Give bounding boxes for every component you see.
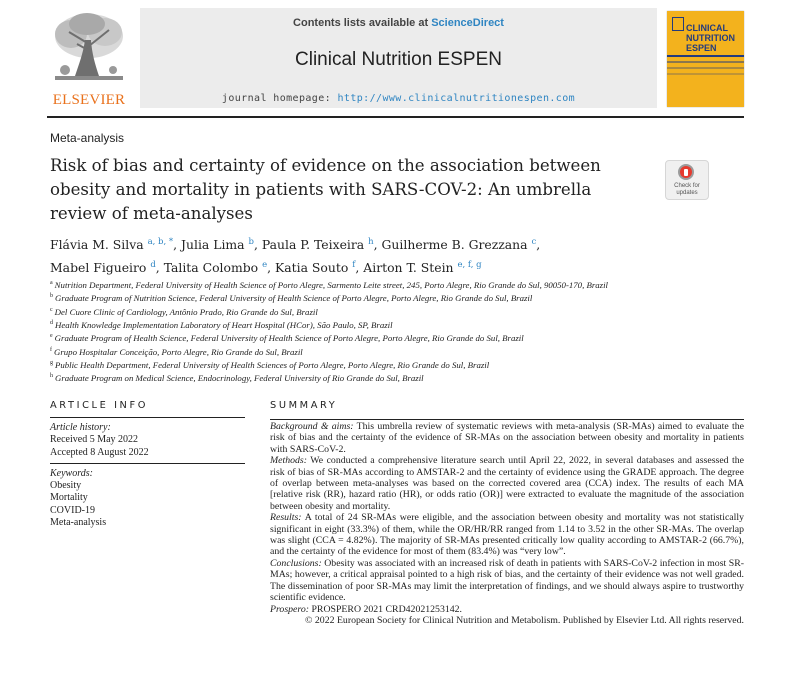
contents-line (140, 17, 657, 29)
author[interactable] (181, 237, 254, 252)
affiliation-key: g (50, 359, 53, 366)
summary-section-text: This umbrella review of systematic reviews with meta-analysis (SR-MAs) aimed to evaluate the risk of bias and the certainty of the evidence of SR-MAs on the association between obesity and mortality in patients with SARS-CoV-2. (270, 421, 744, 455)
affiliation-item (50, 371, 740, 384)
crossmark-label-line: Check for (674, 183, 700, 189)
author[interactable] (275, 260, 355, 275)
author-name: Airton T. Stein (363, 260, 454, 276)
article-type-label: Meta-analysis (50, 131, 125, 145)
summary-divider (270, 419, 744, 420)
author[interactable] (382, 237, 537, 252)
article-title: Risk of bias and certainty of evidence on the association between obesity and mortality in patients with SARS-COV-2: An umbrella review of meta-analyses (50, 156, 601, 223)
accepted-date: Accepted 8 August 2022 (50, 446, 149, 458)
summary-paragraph-results (270, 512, 744, 558)
elsevier-wordmark: ELSEVIER (52, 92, 126, 108)
author-name: Talita Colombo (163, 260, 259, 276)
crossmark-label (666, 183, 708, 196)
keyword[interactable]: Mortality (50, 492, 88, 504)
affiliation-key: a (50, 280, 53, 286)
affiliation-key: e (50, 333, 53, 340)
author-name: Paula P. Teixeira (261, 237, 365, 253)
author-affiliation-marker[interactable]: f (352, 260, 356, 271)
cover-divider (667, 61, 744, 63)
cover-title-line: ESPEN (686, 43, 717, 53)
summary-section-label: Methods: (270, 455, 308, 467)
summary-section-label: Prospero: (270, 603, 310, 615)
check-for-updates-button[interactable] (665, 160, 709, 200)
affiliation-text: Public Health Department, Federal University of Health Sciences of Porto Alegre, Porto Alegre, Rio Grande do Sul, Brazil (55, 359, 490, 370)
author[interactable] (262, 237, 374, 252)
affiliation-key: f (50, 346, 52, 353)
affiliation-text: Graduate Program of Health Science, Federal University of Health Science of Porto Alegre, Porto Alegre, Rio Grande do Sul, Brazil (54, 333, 524, 344)
affiliation-item (50, 331, 740, 344)
summary-section-label: Background & aims: (270, 421, 354, 432)
affiliation-text: Grupo Hospitalar Conceição, Porto Alegre, Rio Grande do Sul, Brazil (54, 346, 303, 357)
cover-title-line: CLINICAL (686, 23, 728, 33)
journal-cover-thumbnail[interactable] (667, 11, 744, 107)
cover-title-line: NUTRITION (686, 33, 735, 43)
affiliation-item (50, 318, 740, 331)
summary-section-text: A total of 24 SR-MAs were eligible, and the association between obesity and mortality was not statistically significant in eight (33.3%) of them, while the OR/HR/RR ranged from 1.14 to 3.52 in the other SR-MAs. The overlap was slight (CCA = 4.82%). The majority of SR-MAs presented critically low quality according to AMSTAR-2 (66.7%), and the certainty of the evidence for most of them (83.4%) was “very low”. (270, 512, 744, 558)
author[interactable] (164, 260, 267, 275)
affiliation-item (50, 305, 740, 318)
summary-section-label: Results: (270, 512, 302, 524)
keywords-label: Keywords: (50, 467, 93, 479)
author-name: Guilherme B. Grezzana (381, 237, 528, 253)
sciencedirect-link[interactable]: ScienceDirect (431, 17, 504, 29)
cover-divider (667, 55, 744, 57)
author-affiliation-marker[interactable]: c (531, 237, 537, 247)
author-affiliation-marker[interactable]: e, f, g (457, 260, 482, 271)
author-name: Flávia M. Silva (50, 237, 144, 253)
affiliation-text: Graduate Program of Nutrition Science, Federal University of Health Science of Porto Alegre, Porto Alegre, Rio Grande do Sul, Brazil (55, 293, 533, 304)
author[interactable] (50, 260, 156, 275)
affiliation-text: Del Cuore Clinic of Cardiology, Antônio Prado, Rio Grande do Sul, Brazil (54, 306, 318, 317)
affiliation-item (50, 291, 740, 304)
summary-section-text: Obesity was associated with an increased risk of death in patients with SARS-CoV-2 infection in most SR-MAs; however, a critical appraisal pointed to a high risk of bias, and the certainty of their evidence was not well graded. The dissemination of poor SR-MAs may limit the interpretation of findings, and we should always aspire to trustworthy scientific evidence. (270, 557, 744, 604)
affiliation-key: d (50, 319, 53, 326)
summary-paragraph-methods (270, 455, 744, 512)
author-affiliation-marker[interactable]: a, b, * (147, 237, 174, 247)
crossmark-icon (678, 164, 694, 180)
article-history (50, 418, 245, 464)
summary-section-text: PROSPERO 2021 CRD42021253142. (309, 603, 462, 615)
affiliation-item (50, 358, 740, 371)
crossmark-label-line: updates (676, 189, 698, 196)
affiliation-key: c (50, 306, 53, 313)
summary-body (270, 417, 744, 626)
cover-divider (667, 67, 744, 69)
keyword[interactable]: Meta-analysis (50, 517, 107, 529)
author-name: Katia Souto (275, 260, 349, 276)
summary-section-text: We conducted a comprehensive literature search until April 22, 2022, in several databases and assessed the risk of bias of SR-MAs according to AMSTAR-2 and the certainty of evidence using the GRADE approach. The degree of overlap between meta-analyses was based on the corrected covered area (CCA) index. The results of each MA [relative risk (RR), hazard ratio (HR), or odds ratio (OR)] were extracted to evaluate the magnitude of the association between obesity and mortality. (270, 455, 744, 512)
author[interactable] (50, 237, 173, 252)
affiliation-text: Nutrition Department, Federal University of Health Science of Porto Alegre, Sarmento Leite street, 245, Porto Alegre, Rio Grande do Sul, 90050-170, Brazil (54, 279, 608, 290)
elsevier-tree-icon (49, 10, 129, 92)
article-history-label: Article history: (50, 422, 111, 433)
author-name: Julia Lima (181, 237, 245, 253)
author-name: Mabel Figueiro (50, 260, 147, 276)
affiliation-key: h (50, 373, 53, 380)
homepage-line (140, 93, 657, 104)
affiliation-key: b (50, 293, 53, 300)
journal-info-band (140, 8, 657, 108)
article-info-heading: ARTICLE INFO (50, 400, 245, 418)
cover-title (686, 23, 735, 53)
summary-paragraph-background (270, 421, 744, 455)
summary-panel (270, 400, 744, 626)
cover-divider (667, 73, 744, 75)
header-divider (47, 116, 744, 118)
homepage-label: journal homepage: (221, 93, 332, 104)
homepage-link[interactable]: http://www.clinicalnutritionespen.com (337, 93, 576, 104)
journal-title: Clinical Nutrition ESPEN (295, 49, 502, 70)
author-affiliation-marker[interactable]: h (368, 237, 374, 247)
journal-header (47, 8, 744, 110)
copyright-notice: © 2022 European Society for Clinical Nutrition and Metabolism. Published by Elsevier Ltd. All rights reserved. (305, 614, 744, 626)
article-info-panel (50, 400, 245, 533)
author[interactable] (363, 260, 481, 275)
affiliation-text: Health Knowledge Implementation Laboratory of Heart Hospital (HCor), São Paulo, SP, Brazil (55, 319, 393, 330)
affiliation-text: Graduate Program on Medical Science, Endocrinology, Federal University of Rio Grande do Sul, Brazil (55, 373, 424, 384)
keyword[interactable]: COVID-19 (50, 504, 95, 516)
affiliation-item (50, 278, 740, 291)
affiliation-item (50, 345, 740, 358)
author-list: Flávia M. Silva $^{a, b, *}$, Julia Lima $^b$, Paula P. Teixeira $^h$, Guilherme B. Grezzana $^c$, Mabel Figueiro $^d$, Talita Colombo $^e$, Katia Souto $^f$, Airton T. Stein $^{e, f, g}$ (50, 237, 541, 276)
keyword[interactable]: Obesity (50, 480, 82, 492)
summary-heading: SUMMARY (270, 400, 338, 411)
summary-section-label: Conclusions: (270, 557, 322, 569)
received-date: Received 5 May 2022 (50, 434, 139, 446)
summary-paragraph-prospero (270, 604, 744, 615)
author-affiliation-marker[interactable]: b (248, 237, 254, 247)
elsevier-logo[interactable] (47, 8, 131, 108)
author-affiliation-marker[interactable]: e (262, 260, 268, 271)
affiliation-list (50, 278, 740, 385)
keywords-block (50, 464, 245, 533)
summary-paragraph-conclusions (270, 558, 744, 604)
contents-prefix: Contents lists available at (293, 17, 429, 29)
cover-emblem-icon (672, 17, 684, 31)
author-affiliation-marker[interactable]: d (150, 260, 156, 271)
